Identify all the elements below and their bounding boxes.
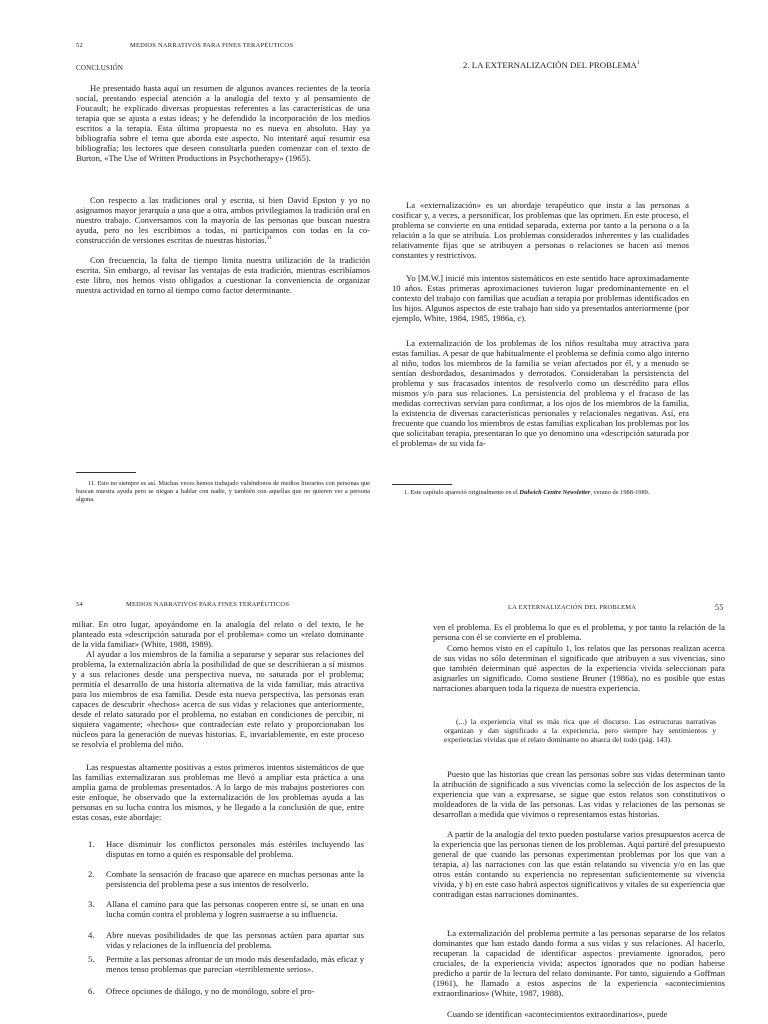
paragraph: Como hemos visto en el capítulo 1, los relatos que las personas realizan acerca de sus vidas no sólo determinan el significado que atribuyen a sus vivencias, sino que también determinan qué aspectos de la experiencia vivida seleccionan para asignarles un significado. Como sostiene Bruner (1986a), no es posible que estas narraciones abarquen toda la riqueza de nuestra experiencia. [433,643,725,694]
paragraph: Cuando se identifican «acontecimientos extraordinarios», puede [447,1009,668,1019]
list-item: 6. Ofrece opciones de diálogo, y no de monólogo, sobre el pro- [88,986,315,996]
footnote: 1. Este capítulo apareció originalmente en el Dulwich Centre Newsletter, verano de 1988-1989. [404,489,650,496]
page-number: 54 [76,601,83,608]
paragraph: ven el problema. Es el problema lo que es el problema, y por tanto la relación de la persona con él se convierte en el problema. [433,622,725,643]
footnote-rule [392,484,452,485]
paragraph: A partir de la analogía del texto pueden postularse varios presupuestos acerca de la experiencia que las personas tienen de los problemas. Aquí partiré del presupuesto general de que cuando las personas experimentan problemas por los que van a terapia, a) las narraciones con las que están relatando su vivencia y/o en las que otros están contando su experiencia no representan suficientemente su vivencia vivida, y b) en este caso habrá aspectos significativos y vitales de su experiencia que contradigan estas narraciones dominantes. [433,829,725,900]
paragraph: Puesto que las historias que crean las personas sobre sus vidas determinan tanto la atribución de significado a sus vivencias como la selección de los aspectos de la experiencia que van a expresarse, se sigue que estos relatos son constitutivos o moldeadores de la vida de las personas. Las vidas y relaciones de las personas se desarrollan a medida que vivimos o representamos estas historias. [433,769,725,820]
paragraph: La externalización del problema permite a las personas separarse de los relatos dominantes que han estado dando forma a sus vidas y sus relaciones. Al hacerlo, recuperan la capacidad de identificar aspectos previamente ignorados, pero cruciales, de la experiencia vivida; aspectos ignorados que no podían haberse predicho a partir de la lectura del relato dominante. Por tanto, siguiendo a Goffman (1961), he llamado a estos aspectos de la experiencia «acontecimientos extraordinarios» (White, 1987, 1988). [433,928,725,999]
footnote-rule [76,472,136,473]
page-52 [0,0,384,512]
list-item: 3. Allana el camino para que las personas cooperen entre sí, se unan en una lucha común contra el problema y logren sustraerse a su influencia. [88,899,364,920]
paragraph: Yo [M.W.] inicié mis intentos sistemáticos en este sentido hace aproximadamente 10 años. Estas primeras aproximaciones tuvieron lugar predominantemente en el contexto del trabajo con familias que acudían a terapia por problemas identificados en los hijos. Algunos aspectos de este trabajo han sido ya presentados anteriormente (por ejemplo, White, 1984, 1985, 1986a, c). [392,273,689,324]
running-head: MEDIOS NARRATIVOS PARA FINES TERAPÉUTICOS [126,601,290,608]
block-quote: (...) la experiencia vital es más rica que el discurso. Las estructuras narrativas organizan y dan significado a la experiencia, pero siempre hay sentimientos y experiencias vividas que el relato dominante no abarca del todo (pág. 143). [444,717,716,744]
chapter-title: 2. LA EXTERNALIZACIÓN DEL PROBLEMA$^1$ [463,60,640,70]
running-head: LA EXTERNALIZACIÓN DEL PROBLEMA [508,604,637,611]
list-item: 5. Permite a las personas afrontar de un modo más desenfadado, más eficaz y menos tenso problemas que parecían «terriblemente serios». [88,954,364,975]
paragraph: La externalización de los problemas de los niños resultaba muy atractiva para estas familias. A pesar de que habitualmente el problema se definía como algo interno al niño, todos los miembros de la familia se veían afectados por él, y a menudo se sentían desbordados, desanimados y derrotados. Consideraban la persistencia del problema y sus fracasados intentos de resolverlo como un descrédito para ellos mismos y/o para sus relaciones. La persistencia del problema y el fracaso de las medidas correctivas servían para confirmar, a los ojos de los miembros de la familia, la existencia de diversas características personales y relacionales negativas. Así, era frecuente que cuando los miembros de estas familias explicaban los problemas por los que solicitaban terapia, presentaran lo que yo denomino una «descripción saturada por el problema» de su vida fa- [392,338,689,449]
paragraph: Al ayudar a los miembros de la familia a separarse y separar sus relaciones del problema, la externalización abría la posibilidad de que se describieran a sí mismos y a sus relaciones desde una perspectiva nueva, no saturada por el problema; permitía el desarrollo de una historia alternativa de la vida familiar, más atractiva para los miembros de esa familia. Desde esta nueva perspectiva, las personas eran capaces de descubrir «hechos» acerca de sus vidas y relaciones que anteriormente, desde el relato saturado por el problema, no estaban en condiciones de percibir, ni siquiera vagamente; «hechos» que contradecían este relato y proporcionaban los núcleos para la generación de nuevas historias. E, invariablemente, en este proceso se resolvía el problema del niño. [72,649,364,750]
page-55 [384,512,768,1024]
footnote: 11. Esto no siempre es así. Muchas veces hemos trabajado valiéndonos de medios literarios con personas que buscan nuestra ayuda pero se niegan a hablar con nadie, y también con aquellas que no quieren ver a persona alguna. [76,480,370,503]
paragraph: He presentado hasta aquí un resumen de algunos avances recientes de la teoría social, prestando especial atención a la analogía del texto y al pensamiento de Foucault; he explicado diversas propuestas referentes a las características de una terapia que se ajusta a estas ideas; y he defendido la incorporación de los medios escritos a la terapia. Esta última propuesta no es nueva en absoluto. Hay ya bibliografía sobre el tema que aborda este aspecto. No intentaré aquí resumir esa bibliografía; los lectores que deseen consultarla pueden comenzar con el texto de Burton, «The Use of Written Productions in Psychotherapy» (1965). [76,83,370,164]
section-heading: CONCLUSIÓN [76,64,124,72]
list-item: 2. Combate la sensación de fracaso que aparece en muchas personas ante la persistencia del problema pese a sus intentos de resolverlo. [88,869,364,890]
paragraph: Las respuestas altamente positivas a estos primeros intentos sistemáticos de que las familias externalizaran sus problemas me llevó a ampliar esta práctica a una amplia gama de problemas presentados. A lo largo de mis trabajos posteriores con este enfoque, he observado que la externalización de los problemas ayuda a las personas en su lucha contra los mismos, y he llegado a la conclusión de que, entre estas cosas, este abordaje: [72,762,364,823]
footnote-marker: 11 [266,235,272,242]
paragraph: Con respecto a las tradiciones oral y escrita, si bien David Epston y yo no asignamos mayor jerarquía a una que a otra, ambos privilegiamos la tradición oral en nuestro trabajo. Conversamos con la mayoría de las personas que buscan nuestra ayuda, pero no les escribimos a todas, ni participamos con todas en la co-construcción de versiones escritas de nuestras historias.$^{11}$ [76,195,370,246]
paragraph: miliar. En otro lugar, apoyándome en la analogía del relato o del texto, le he planteado esta «descripción saturada por el problema» como un «relato dominante de la vida familiar» (White, 1988, 1989). [72,619,364,650]
page-number: 55 [715,603,724,612]
list-item: 1. Hace disminuir los conflictos personales más estériles incluyendo las disputas en torno a quién es responsable del problema. [88,839,364,860]
list-item: 4. Abre nuevas posibilidades de que las personas actúen para apartar sus vidas y relaciones de la influencia del problema. [88,930,364,951]
page-53 [384,0,768,512]
paragraph: La «externalización» es un abordaje terapéutico que insta a las personas a cosificar y, a veces, a personificar, los problemas que las oprimen. En este proceso, el problema se convierte en una entidad separada, externa por tanto a la persona o a la relación a la que se atribuía. Los problemas considerados inherentes y las cualidades relativamente fijas que se atribuyen a personas o relaciones se hacen así menos constantes y restrictivos. [392,200,689,261]
running-head: MEDIOS NARRATIVOS PARA FINES TERAPÉUTICOS [130,42,294,49]
page-54 [0,512,384,1024]
page-number: 52 [76,42,83,49]
paragraph: Con frecuencia, la falta de tiempo limita nuestra utilización de la tradición escrita. Sin embargo, al revisar las ventajas de esta tradición, mientras escribíamos este libro, nos hemos visto obligados a cuestionar la conveniencia de organizar nuestra actividad en torno al tiempo como factor determinante. [76,255,370,296]
